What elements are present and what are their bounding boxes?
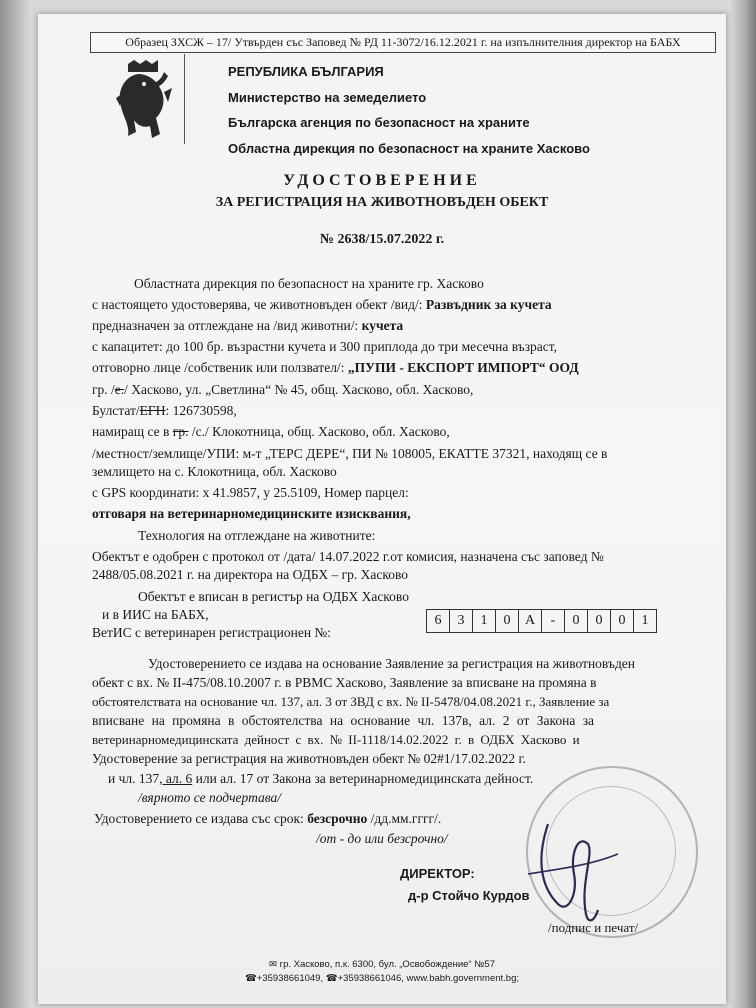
- approval-line: Обектът е одобрен с протокол от /дата/ 14.07.2022 г.от комисия, назначена със заповед №: [92, 549, 604, 564]
- document-title: УДОСТОВЕРЕНИЕ: [283, 172, 481, 189]
- header-ministry: Министерство на земеделието: [228, 90, 427, 105]
- document-subtitle: ЗА РЕГИСТРАЦИЯ НА ЖИВОТНОВЪДЕН ОБЕКТ: [215, 195, 549, 210]
- reg-digit: -: [542, 610, 565, 632]
- registry-line: Обектът е вписан в регистър на ОДБХ Хасково: [138, 589, 409, 604]
- header-divider: [184, 54, 185, 144]
- animal-type-line: предназначен за отглеждане на /вид животни/: кучета: [92, 318, 404, 333]
- validity-line: Удостоверението се издава със срок: безсрочно /дд.мм.гггг/.: [94, 811, 442, 826]
- vetis-line: ВетИС с ветеринарен регистрационен №:: [92, 625, 332, 640]
- reg-digit: 1: [641, 613, 649, 628]
- land-line: /местност/землище/УПИ: м-т „ТЕРС ДЕРЕ“, ПИ № 108005, ЕКАТТЕ 37321, находящ се в: [92, 446, 608, 461]
- validity-value: безсрочно: [307, 811, 368, 826]
- gps-line: с GPS координати: х 41.9857, у 25.5109, Номер парцел:: [92, 485, 409, 500]
- law-article-line: и чл. 137, ал. 6 или ал. 17 от Закона за ветеринарномедицинската дейност.: [108, 771, 534, 786]
- director-role: ДИРЕКТОР:: [400, 866, 475, 881]
- header-directorate: Областна дирекция по безопасност на храните Хасково: [228, 141, 590, 156]
- certificate-document: [38, 14, 726, 1004]
- compliance-line: отговаря на ветеринарномедицинските изисквания,: [92, 506, 411, 521]
- reg-digit: 0: [588, 610, 611, 632]
- capacity-line: с капацитет: до 100 бр. възрастни кучета и 300 приплода до три месечна възраст,: [92, 339, 558, 354]
- director-name: д-р Стойчо Курдов: [408, 888, 530, 903]
- object-type-value: Развъдник за кучета: [425, 297, 552, 312]
- land-line-2: землището на с. Клокотница, обл. Хасково: [92, 464, 337, 479]
- iis-line: и в ИИС на БАБХ,: [102, 607, 209, 622]
- responsible-person-value: „ПУПИ - ЕКСПОРТ ИМПОРТ“ ООД: [347, 360, 579, 375]
- object-type-line: с настоящето удостоверява, че животновъден обект /вид/: Развъдник за кучета: [92, 297, 552, 312]
- reg-digit: 0: [565, 610, 588, 632]
- basis-line-2: обект с вх. № II-475/08.10.2007 г. в РВМС Хасково, Заявление за вписване на промяна в: [92, 675, 597, 690]
- signature-note: /подпис и печат/: [548, 920, 639, 935]
- basis-line-1: Удостоверението се издава на основание Заявление за регистрация на животновъден: [148, 656, 636, 671]
- header-agency: Българска агенция по безопасност на храните: [228, 115, 530, 130]
- reg-digit: 6: [427, 610, 450, 632]
- validity-note: /от - до или безсрочно/: [316, 831, 448, 846]
- reg-digit: 1: [473, 610, 496, 632]
- address-line: гр. /е./ Хасково, ул. „Светлина“ № 45, общ. Хасково, обл. Хасково,: [92, 382, 474, 397]
- technology-line: Технология на отглеждане на животните:: [138, 528, 376, 543]
- underline-note: /вярното се подчертава/: [138, 790, 282, 805]
- intro-line: Областната дирекция по безопасност на храните гр. Хасково: [134, 276, 484, 291]
- footer-contacts: ☎+35938661049, ☎+35938661046, www.babh.government.bg;: [244, 973, 520, 984]
- basis-line-6: Удостоверение за регистрация на животновъден обект № 02#1/17.02.2022 г.: [92, 751, 526, 766]
- approval-line-2: 2488/05.08.2021 г. на директора на ОДБХ – гр. Хасково: [92, 567, 409, 582]
- vet-registration-number: [426, 609, 657, 633]
- location-line: намиращ се в гр. /с./ Клокотница, общ. Хасково, обл. Хасково,: [92, 424, 450, 439]
- basis-line-3: обстоятелствата на основание чл. 137, ал. 3 от ЗВД с вх. № II-5478/04.08.2021 г., Заявление за: [92, 694, 610, 709]
- footer-address: ✉ гр. Хасково, п.к. 6300, бул. „Освобождение“ №57: [269, 959, 495, 970]
- reg-digit: 0: [496, 610, 519, 632]
- basis-line-5: ветеринарномедицинската дейност с вх. № II-1118/14.02.2022 г. в ОДБХ Хасково и: [92, 732, 580, 747]
- reg-digit: 0: [611, 610, 634, 632]
- reg-digit: 3: [450, 610, 473, 632]
- header-republic: РЕПУБЛИКА БЪЛГАРИЯ: [228, 64, 384, 79]
- director-signature-icon: [508, 814, 638, 934]
- reg-digit: А: [519, 610, 542, 632]
- responsible-person-line: отговорно лице /собственик или ползвател/: „ПУПИ - ЕКСПОРТ ИМПОРТ“ ООД: [92, 360, 579, 375]
- document-number: № 2638/15.07.2022 г.: [319, 232, 445, 247]
- coat-of-arms-icon: [108, 58, 178, 144]
- bulstat-line: Булстат/ЕГН: 126730598,: [92, 403, 237, 418]
- form-reference: Образец ЗХСЖ – 17/ Утвърден със Заповед № РД 11-3072/16.12.2021 г. на изпълнителния директор на БАБХ: [90, 32, 716, 53]
- animal-type-value: кучета: [361, 318, 404, 333]
- basis-line-4: вписване на промяна в обстоятелства на основание чл. 137в, ал. 2 от Закона за: [92, 713, 595, 728]
